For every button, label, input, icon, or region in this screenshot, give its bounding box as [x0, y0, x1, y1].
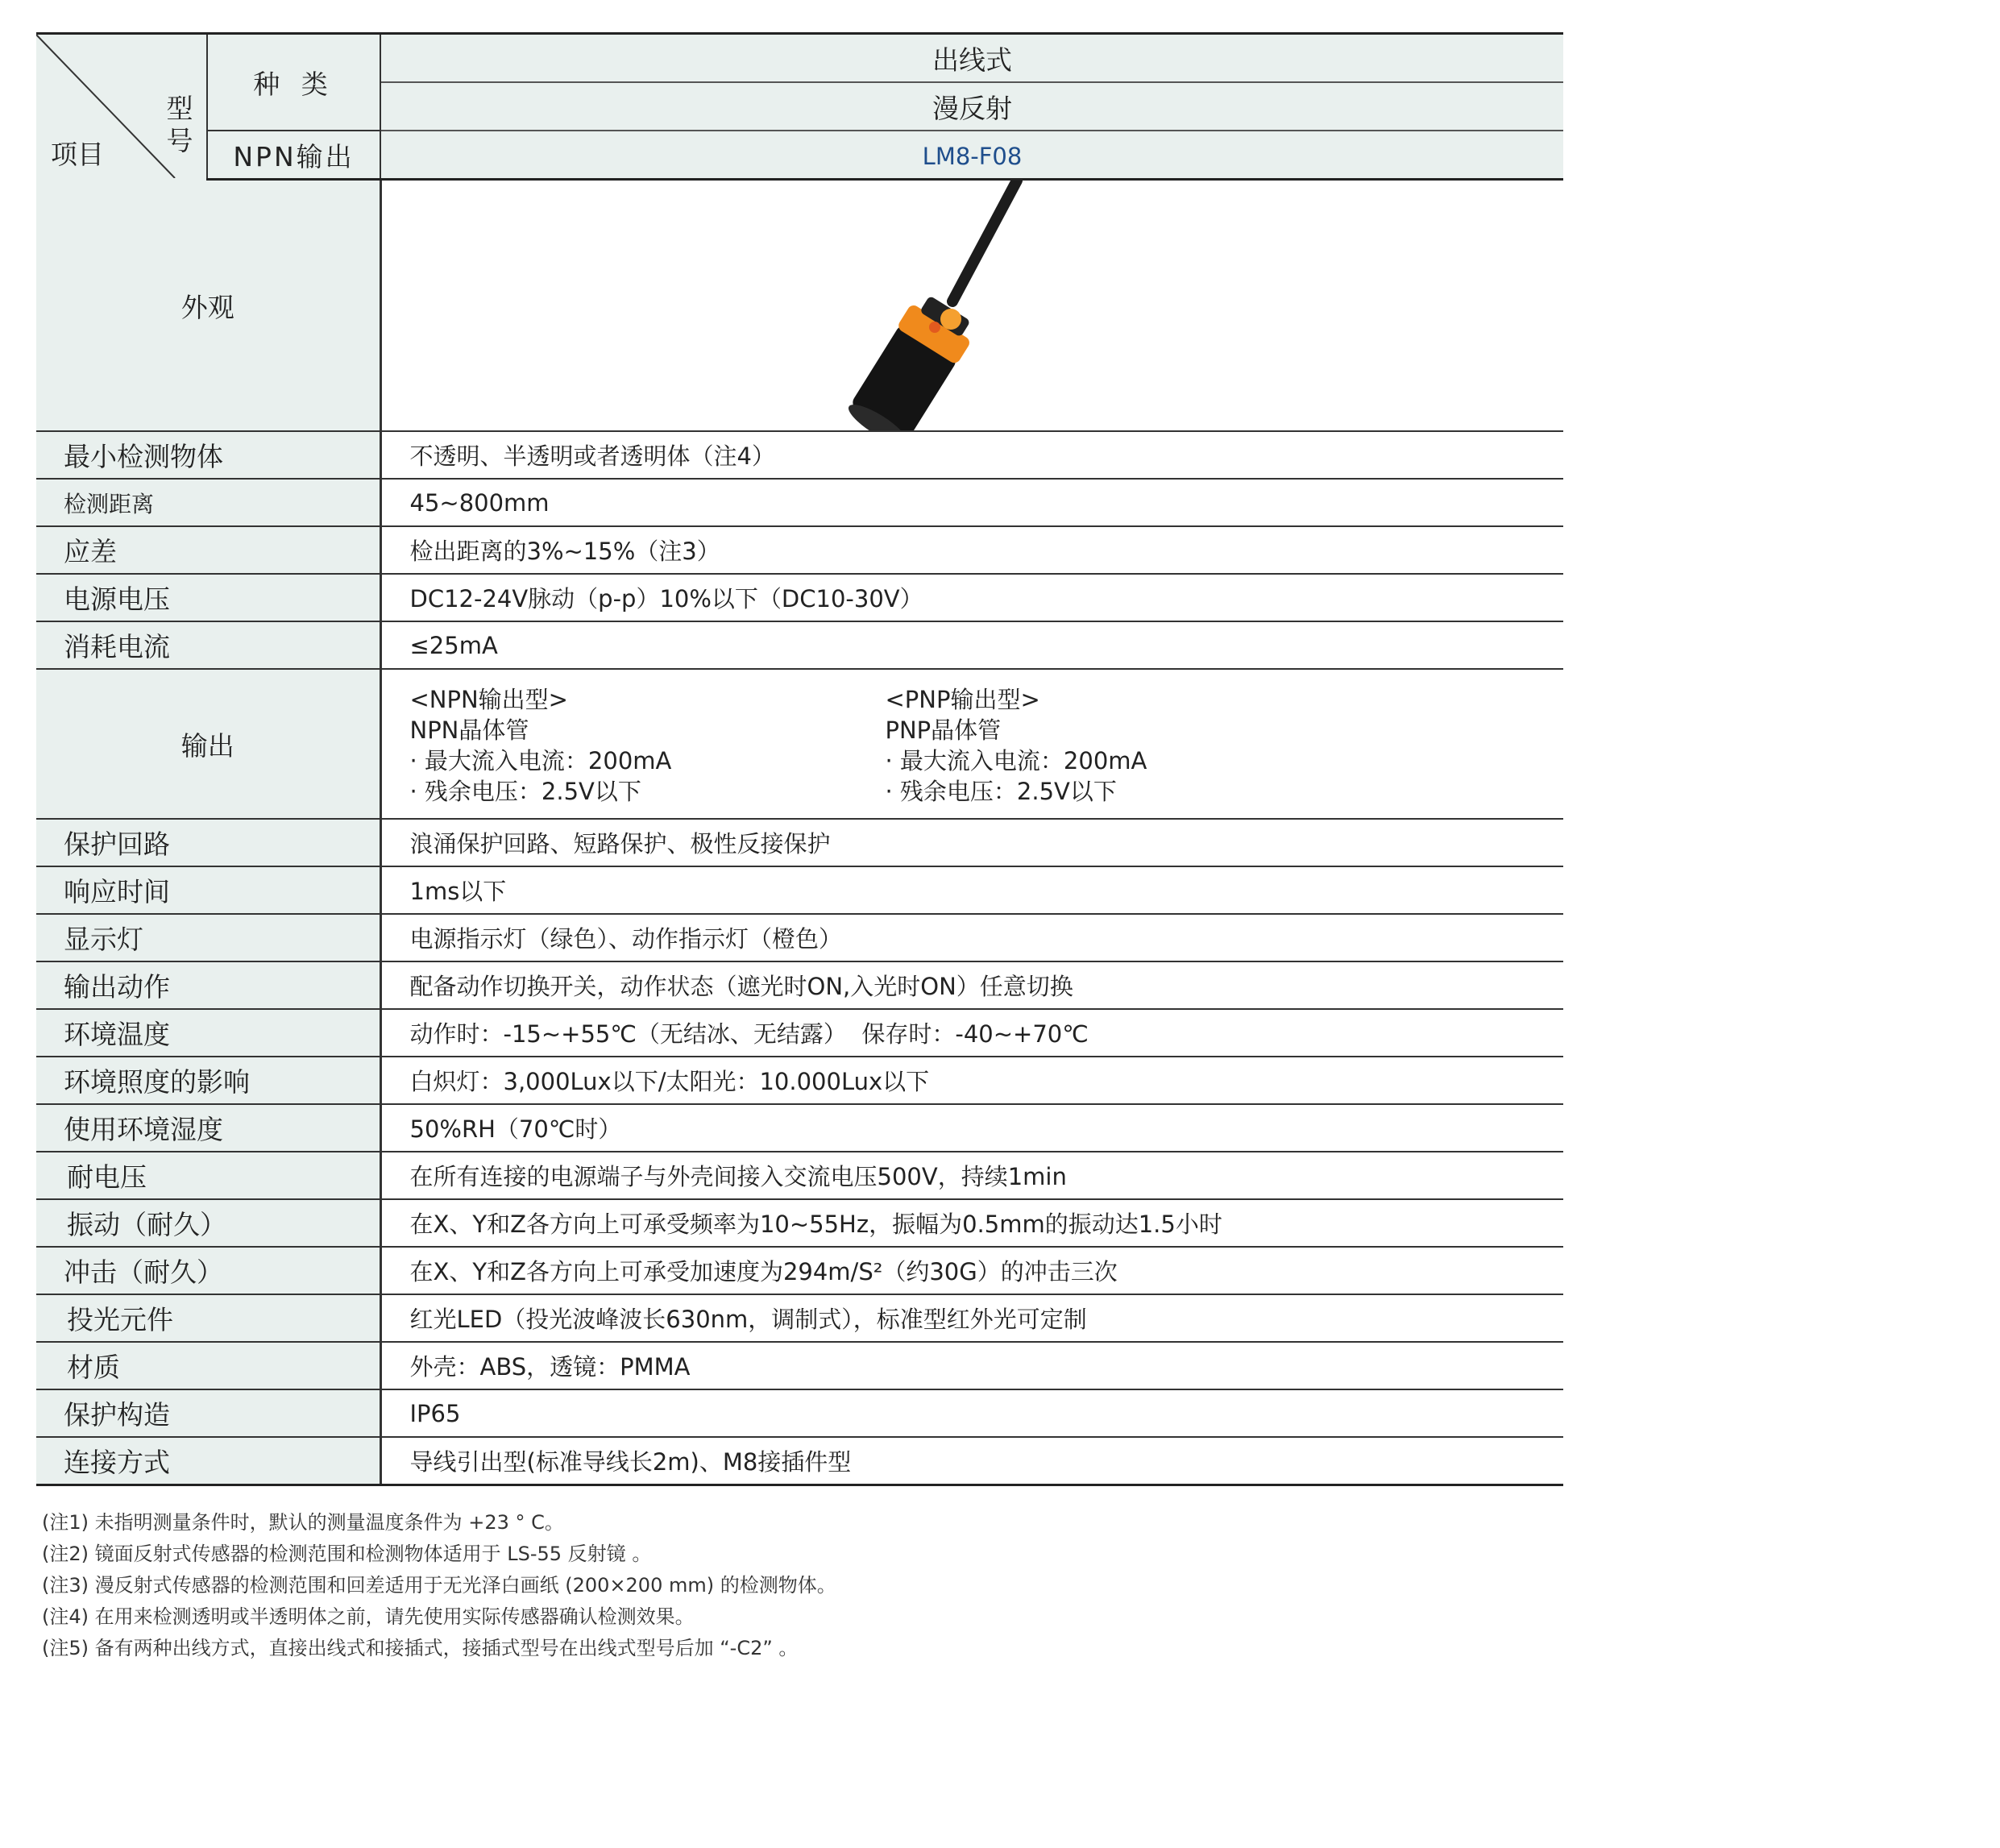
output-label: 输出 [36, 669, 380, 819]
appearance-label: 外观 [36, 180, 380, 432]
row-value: 45~800mm [380, 479, 1563, 526]
footnote: (注1) 未指明测量条件时，默认的测量温度条件为 +23 ° C。 [42, 1511, 564, 1534]
row-label: 保护构造 [36, 1389, 380, 1437]
row-label: 冲击（耐久） [36, 1247, 380, 1294]
row-value: 在X、Y和Z各方向上可承受频率为10~55Hz，振幅为0.5mm的振动达1.5小时 [380, 1199, 1563, 1247]
header-xiangmu: 项目 [51, 138, 104, 170]
row-label: 投光元件 [36, 1294, 380, 1342]
row-value: 在X、Y和Z各方向上可承受加速度为294m/S²（约30G）的冲击三次 [380, 1247, 1563, 1294]
footnote: (注4) 在用来检测透明或半透明体之前，请先使用实际传感器确认检测效果。 [42, 1605, 695, 1628]
row-value: DC12-24V脉动（p-p）10%以下（DC10-30V） [380, 574, 1563, 621]
row-value: 不透明、半透明或者透明体（注4） [380, 431, 1563, 479]
row-value: 外壳：ABS，透镜：PMMA [380, 1342, 1563, 1389]
output-spec [410, 673, 1564, 815]
row-value: 导线引出型(标准导线长2m)、M8接插件型 [380, 1437, 1563, 1485]
row-value: 白炽灯：3,000Lux以下/太阳光：10.000Lux以下 [380, 1057, 1563, 1104]
row-value: 在所有连接的电源端子与外壳间接入交流电压500V，持续1min [380, 1152, 1563, 1199]
model-number: LM8-F08 [922, 142, 1023, 170]
row-label: 响应时间 [36, 866, 380, 914]
footnotes [42, 1507, 836, 1664]
header-type-value: 出线式 [380, 34, 1563, 83]
row-value: 红光LED（投光波峰波长630nm，调制式），标准型红外光可定制 [380, 1294, 1563, 1342]
npn-line: · 最大流入电流：200mA [409, 747, 672, 774]
npn-line: NPN晶体管 [409, 716, 529, 744]
row-label: 显示灯 [36, 914, 380, 961]
header-corner-cell [36, 34, 207, 180]
spec-table [36, 32, 1563, 1486]
row-label: 电源电压 [36, 574, 380, 621]
header-zhonglei: 种 类 [207, 34, 380, 131]
row-label: 环境照度的影响 [36, 1057, 380, 1104]
row-value: 电源指示灯（绿色）、动作指示灯（橙色） [380, 914, 1563, 961]
row-value: 检出距离的3%~15%（注3） [380, 526, 1563, 574]
row-label: 耐电压 [36, 1152, 380, 1199]
pnp-output-column [886, 684, 1361, 807]
row-value: 动作时：-15~+55℃（无结冰、无结露） 保存时：-40~+70℃ [380, 1009, 1563, 1057]
row-value: 50%RH（70℃时） [380, 1104, 1563, 1152]
pnp-line: PNP晶体管 [885, 716, 1002, 744]
footnote: (注3) 漫反射式传感器的检测范围和回差适用于无光泽白画纸 (200×200 mm) 的检测物体。 [42, 1574, 836, 1597]
row-value: IP65 [380, 1389, 1563, 1437]
footnote: (注2) 镜面反射式传感器的检测范围和检测物体适用于 LS-55 反射镜 。 [42, 1543, 652, 1565]
row-value: 配备动作切换开关，动作状态（遮光时ON,入光时ON）任意切换 [380, 961, 1563, 1009]
npn-output-column [410, 684, 886, 807]
row-value: ≤25mA [380, 621, 1563, 669]
row-value: 浪涌保护回路、短路保护、极性反接保护 [380, 819, 1563, 866]
row-label: 输出动作 [36, 961, 380, 1009]
row-label: 材质 [36, 1342, 380, 1389]
row-value: 1ms以下 [380, 866, 1563, 914]
row-label: 消耗电流 [36, 621, 380, 669]
pnp-line: <PNP输出型> [885, 686, 1040, 713]
row-label: 保护回路 [36, 819, 380, 866]
row-label: 连接方式 [36, 1437, 380, 1485]
header-npn-label: NPN输出 [207, 131, 380, 180]
row-label: 检测距离 [36, 479, 380, 526]
npn-line: · 残余电压：2.5V以下 [409, 778, 641, 805]
spec-sheet [36, 32, 1563, 1486]
row-label: 振动（耐久） [36, 1199, 380, 1247]
header-mode-value: 漫反射 [380, 82, 1563, 131]
npn-line: <NPN输出型> [409, 686, 568, 713]
sensor-image [382, 181, 1564, 430]
pnp-line: · 最大流入电流：200mA [885, 747, 1147, 774]
row-label: 环境温度 [36, 1009, 380, 1057]
header-xinghao: 型号 [166, 93, 193, 156]
sensor-icon [382, 181, 1565, 430]
footnote: (注5) 备有两种出线方式，直接出线式和接插式，接插式型号在出线式型号后加 “-C2” 。 [42, 1637, 799, 1659]
row-label: 最小检测物体 [36, 431, 380, 479]
row-label: 使用环境湿度 [36, 1104, 380, 1152]
row-label: 应差 [36, 526, 380, 574]
pnp-line: · 残余电压：2.5V以下 [885, 778, 1117, 805]
